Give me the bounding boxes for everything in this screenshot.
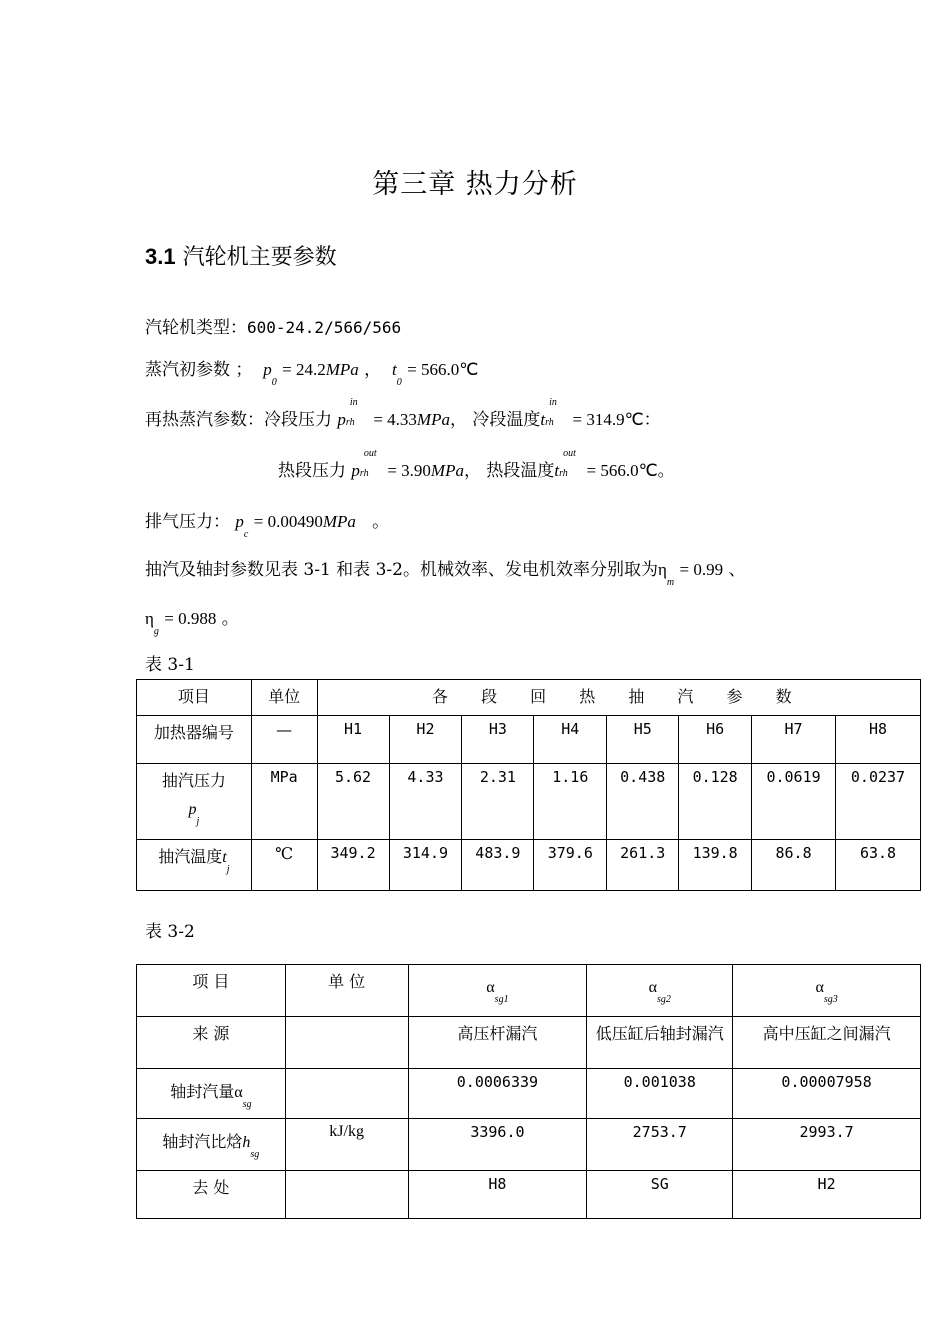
efficiency-tail2: 。 [221, 609, 239, 629]
hot-t-value: = 566.0 [586, 461, 639, 480]
t1-temp-cell: 483.9 [462, 840, 534, 891]
hot-temp-label: 热段温度 [486, 461, 555, 481]
t1-heater-cell: H2 [389, 716, 462, 764]
eta-g-value: = 0.988 [164, 609, 217, 628]
t1-temp-label: 抽汽温度 [158, 847, 223, 866]
alpha-subscript: sg1 [494, 994, 509, 1005]
p0-unit: MPa [325, 360, 359, 379]
t1-temp-cell: 314.9 [389, 840, 462, 891]
t2-source-unit [285, 1017, 408, 1069]
cold-pressure-label: 冷段压力 [264, 410, 332, 430]
t1-temp-cell: 261.3 [607, 840, 679, 891]
section-heading [145, 240, 337, 271]
table1-pressure-row [137, 764, 921, 840]
extraction-note-text: 抽汽及轴封参数见表 3-1 和表 3-2。机械效率、发电机效率分别取为 [145, 560, 658, 580]
cold-p-symbol: p [337, 410, 346, 429]
exhaust-tail: 。 [372, 512, 390, 532]
hot-p-value: = 3.90 [387, 461, 431, 480]
cold-t-sup: in [549, 397, 557, 408]
p0-subscript: 0 [271, 377, 277, 388]
t2-dest-cell: H8 [408, 1171, 587, 1219]
t0-subscript: 0 [396, 377, 402, 388]
alpha-symbol: α [648, 979, 657, 996]
t2-dest-unit [285, 1171, 408, 1219]
table2-caption: 表 3-2 [145, 922, 195, 942]
alpha-symbol: α [815, 979, 824, 996]
t1-temp-cell: 63.8 [836, 840, 921, 891]
cold-p-sub: rh [345, 417, 355, 428]
p0-value: = 24.2 [282, 360, 326, 379]
alpha-subscript: sg2 [656, 994, 671, 1005]
pc-symbol: p [235, 512, 244, 531]
t1-head-group: 各 段 回 热 抽 汽 参 数 [317, 680, 920, 716]
cold-t-tail: ℃： [624, 410, 661, 429]
efficiency-line [145, 555, 746, 588]
t1-temp-symbol: t [222, 849, 227, 866]
eta-m-value: = 0.99 [679, 560, 724, 579]
t1-pressure-subscript: j [196, 816, 200, 827]
table1-caption: 表 3-1 [145, 655, 195, 675]
hot-t-tail: ℃。 [638, 461, 675, 480]
t1-temp-cell: 139.8 [679, 840, 752, 891]
t2-enthalpy-label: 轴封汽比焓 [162, 1132, 243, 1151]
t2-dest-label: 去 处 [137, 1171, 286, 1219]
reheat-sep2: ， [463, 461, 481, 481]
t1-temp-cell: 349.2 [317, 840, 389, 891]
hot-t-sub: rh [559, 468, 568, 479]
initial-steam-label: 蒸汽初参数 ； [145, 360, 253, 380]
hot-t-symbol: t [554, 461, 560, 480]
t2-dest-cell: H2 [733, 1171, 921, 1219]
exhaust-label: 排气压力： [145, 512, 230, 532]
hot-p-symbol: p [351, 461, 360, 480]
table1-temperature-row [137, 840, 921, 891]
t1-pressure-cell: 0.128 [679, 764, 752, 840]
eta-g-line [145, 604, 239, 637]
gland-seal-table [136, 964, 921, 1219]
cold-t-value: = 314.9 [572, 410, 625, 429]
t2-head-item: 项 目 [137, 965, 286, 1017]
t1-heater-cell: H4 [534, 716, 607, 764]
t2-enthalpy-cell: 2993.7 [733, 1119, 921, 1171]
cold-t-sub: rh [545, 417, 554, 428]
t2-source-cell: 高压杆漏汽 [408, 1017, 587, 1069]
eta-m-subscript: m [666, 577, 675, 588]
t1-heater-unit: — [251, 716, 317, 764]
reheat-label: 再热蒸汽参数： [145, 410, 264, 430]
t2-amount-subscript: sg [242, 1099, 252, 1110]
turbine-type-value: 600-24.2/566/566 [247, 318, 402, 337]
t2-enthalpy-cell: 2753.7 [587, 1119, 733, 1171]
cold-temp-label: 冷段温度 [472, 410, 541, 430]
t2-head-alpha3 [733, 965, 921, 1017]
hot-p-sub: rh [359, 468, 369, 479]
reheat-sep1: ， [449, 410, 467, 430]
t1-pressure-cell: 0.0237 [836, 764, 921, 840]
table1-heater-row [137, 716, 921, 764]
hot-p-unit: MPa [430, 461, 464, 480]
t2-source-label: 来 源 [137, 1017, 286, 1069]
table2-enthalpy-row [137, 1119, 921, 1171]
t1-head-unit: 单位 [251, 680, 317, 716]
t1-heater-cell: H7 [752, 716, 836, 764]
t2-head-alpha1 [408, 965, 587, 1017]
t2-amount-cell: 0.0006339 [408, 1069, 587, 1119]
t1-pressure-cell: 2.31 [462, 764, 534, 840]
t1-heater-cell: H8 [836, 716, 921, 764]
p0-symbol: p [263, 360, 272, 379]
eta-m-symbol: η [657, 560, 667, 579]
t1-temp-cell: 86.8 [752, 840, 836, 891]
t2-amount-cell: 0.001038 [587, 1069, 733, 1119]
t1-pressure-cell: 0.438 [607, 764, 679, 840]
eta-g-symbol: η [145, 609, 154, 628]
t1-heater-cell: H3 [462, 716, 534, 764]
t1-head-item: 项目 [137, 680, 252, 716]
t1-pressure-label: 抽汽压力 [161, 771, 226, 790]
cold-t-symbol: t [540, 410, 546, 429]
t2-source-cell: 高中压缸之间漏汽 [733, 1017, 921, 1069]
t1-temp-cell: 379.6 [534, 840, 607, 891]
t1-heater-cell: H6 [679, 716, 752, 764]
cold-p-sup: in [349, 397, 358, 408]
t0-value: = 566 [407, 360, 447, 379]
t0-symbol: t [391, 360, 397, 379]
t2-source-cell: 低压缸后轴封漏汽 [587, 1017, 733, 1069]
t2-enthalpy-subscript: sg [250, 1149, 260, 1160]
efficiency-tail1: 、 [728, 560, 746, 580]
initial-sep: ， [364, 360, 382, 380]
section-title: 汽轮机主要参数 [182, 245, 337, 270]
alpha-symbol: α [486, 979, 495, 996]
exhaust-line [145, 507, 390, 540]
reheat-hot-line [278, 448, 675, 481]
turbine-type-line [145, 313, 401, 338]
hot-pressure-label: 热段压力 [278, 461, 346, 481]
reheat-cold-line [145, 397, 661, 430]
t2-dest-cell: SG [587, 1171, 733, 1219]
t2-amount-label-cell [137, 1069, 286, 1119]
t1-temp-label-cell [137, 840, 252, 891]
table2-source-row [137, 1017, 921, 1069]
hot-p-sup: out [363, 448, 377, 459]
t1-temp-subscript: j [226, 864, 230, 875]
t1-pressure-cell: 4.33 [389, 764, 462, 840]
pc-unit: MPa [322, 512, 356, 531]
t2-head-alpha2 [587, 965, 733, 1017]
t2-enthalpy-cell: 3396.0 [408, 1119, 587, 1171]
t1-pressure-label-cell [137, 764, 252, 840]
table2-amount-row [137, 1069, 921, 1119]
alpha-subscript: sg3 [823, 994, 838, 1005]
turbine-type-label: 汽轮机类型： [145, 318, 247, 338]
t2-enthalpy-unit: kJ/kg [285, 1119, 408, 1171]
t1-pressure-unit: MPa [251, 764, 317, 840]
t1-pressure-cell: 5.62 [317, 764, 389, 840]
t2-enthalpy-label-cell [137, 1119, 286, 1171]
t1-pressure-cell: 1.16 [534, 764, 607, 840]
initial-steam-line [145, 355, 479, 388]
cold-p-unit: MPa [416, 410, 450, 429]
extraction-parameters-table [136, 679, 921, 891]
t1-heater-cell: H1 [317, 716, 389, 764]
chapter-title: 第三章 热力分析 [372, 169, 578, 200]
t2-head-unit: 单 位 [285, 965, 408, 1017]
t2-amount-unit [285, 1069, 408, 1119]
table2-header-row [137, 965, 921, 1017]
cold-p-value: = 4.33 [373, 410, 417, 429]
hot-t-sup: out [563, 448, 576, 459]
pc-subscript: c [243, 529, 249, 540]
t0-tail: .0℃ [446, 360, 479, 379]
section-number: 3.1 [145, 244, 176, 269]
pc-value: = 0.00490 [253, 512, 323, 531]
t1-pressure-cell: 0.0619 [752, 764, 836, 840]
eta-g-subscript: g [153, 626, 159, 637]
t1-heater-cell: H5 [607, 716, 679, 764]
table1-header-row [137, 680, 921, 716]
t2-amount-cell: 0.00007958 [733, 1069, 921, 1119]
t1-heater-label: 加热器编号 [137, 716, 252, 764]
t1-pressure-symbol: p [188, 801, 197, 818]
t1-temp-unit: ℃ [251, 840, 317, 891]
t2-amount-label: 轴封汽量 [170, 1082, 235, 1101]
table2-dest-row [137, 1171, 921, 1219]
t2-amount-symbol: α [234, 1084, 243, 1101]
t2-enthalpy-symbol: h [242, 1134, 251, 1151]
